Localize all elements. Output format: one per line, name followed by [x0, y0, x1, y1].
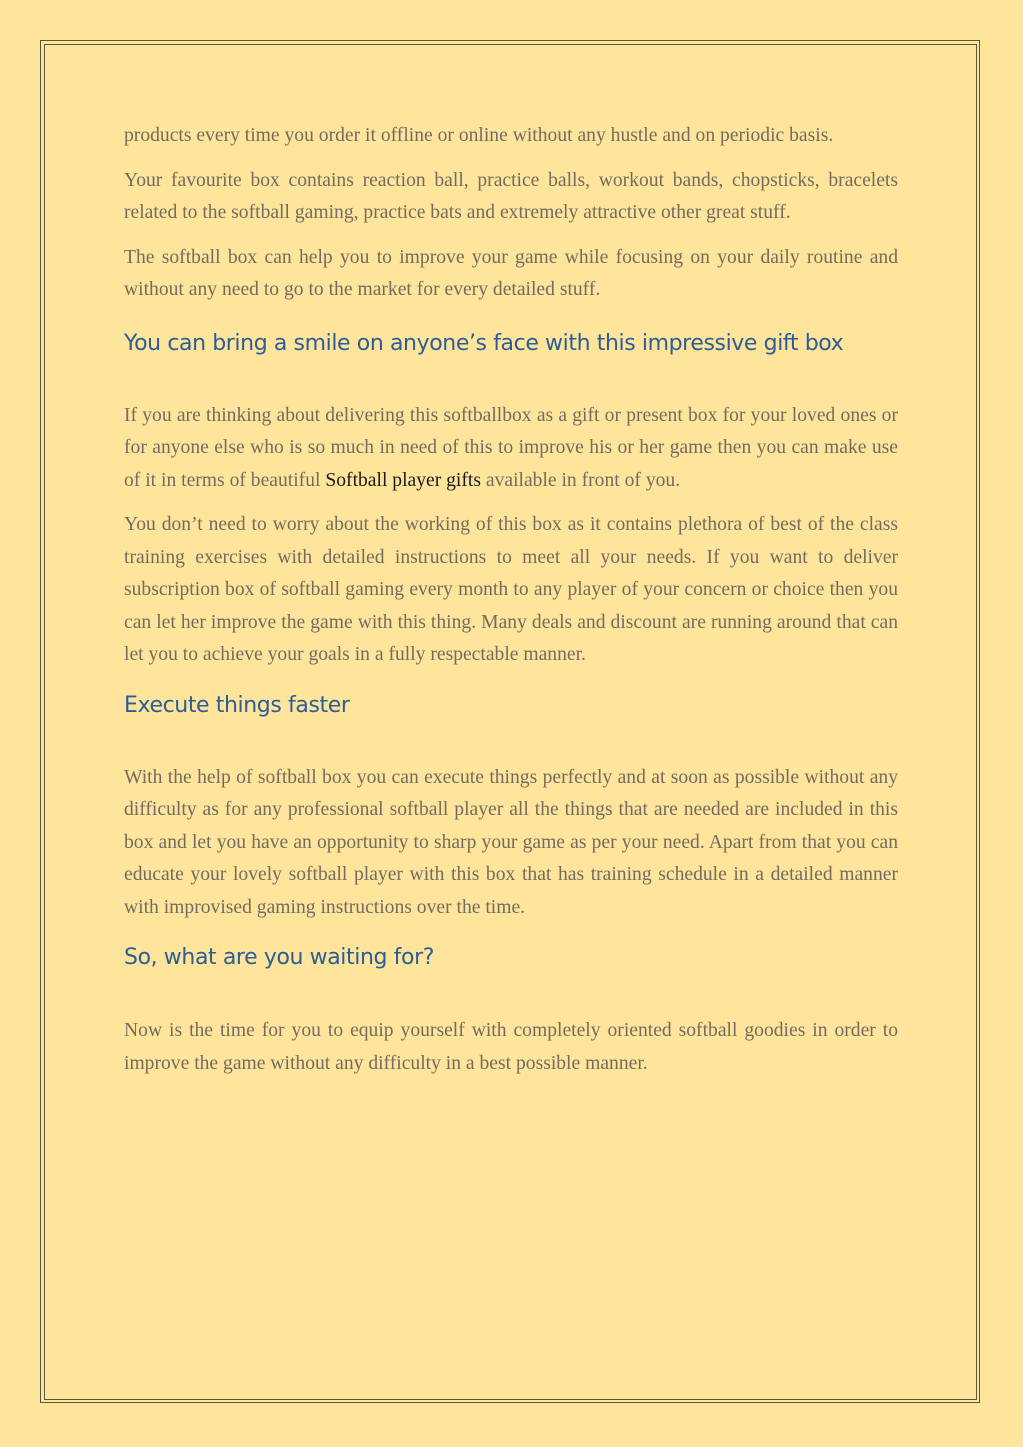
paragraph-text: If you are thinking about delivering this softballbox as a gift or present box for your loved ones or for anyone else who is so much in need of this to improve his or her game then you can make use of it in terms of beautiful — [124, 404, 898, 491]
paragraph — [124, 400, 898, 498]
section-heading: Execute things faster — [124, 692, 350, 718]
paragraph: The softball box can help you to improve your game while focusing on your daily routine and without any need to go to the market for every detailed stuff. — [124, 246, 898, 300]
softball-gifts-link[interactable]: Softball player gifts — [325, 469, 481, 491]
paragraph: You don’t need to worry about the working of this box as it contains plethora of best of the class training exercises with detailed instructions to meet all your needs. If you want to deliver subscription box of softball gaming every month to any player of your concern or choice then you can let her improve the game with this thing. Many deals and discount are running around that can let you to achieve your goals in a fully respectable manner. — [124, 514, 898, 665]
section-heading: So, what are you waiting for? — [124, 945, 434, 970]
paragraph-text: available in front of you. — [480, 469, 681, 491]
paragraph: With the help of softball box you can execute things perfectly and at soon as possible without any difficulty as for any professional softball player all the things that are needed are included in this box and let you have an opportunity to sharp your game as per your need. Apart from that you can educate your lovely softball player with this box that has training schedule in a detailed manner with improvised gaming instructions over the time. — [124, 766, 898, 918]
paragraph: Your favourite box contains reaction ball, practice balls, workout bands, chopsticks, bracelets related to the softball gaming, practice bats and extremely attractive other great stuff. — [124, 169, 898, 223]
paragraph: Now is the time for you to equip yourself with completely oriented softball goodies in order to improve the game without any difficulty in a best possible manner. — [124, 1020, 898, 1074]
paragraph: products every time you order it offline or online without any hustle and on periodic basis. — [124, 125, 834, 146]
section-heading: You can bring a smile on anyone’s face with this impressive gift box — [124, 330, 844, 356]
document-body — [124, 120, 898, 1092]
